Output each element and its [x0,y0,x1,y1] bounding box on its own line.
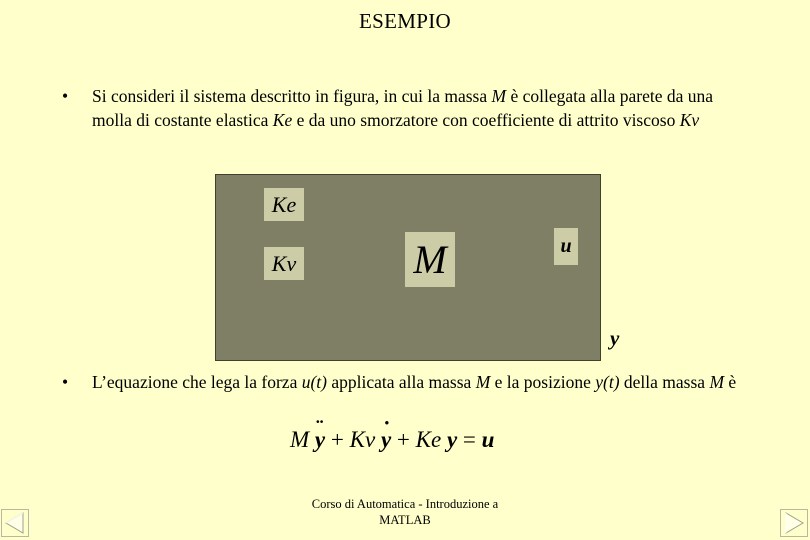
eq-u: u [481,427,495,452]
footer-line-2: MATLAB [379,513,431,527]
text-segment: e la posizione [490,372,596,392]
eq-mass: M [290,427,310,452]
bullet-equation-description [62,370,762,394]
text-segment: della massa [619,372,710,392]
text-segment: Si consideri il sistema descritto in figura, in cui la massa [92,86,492,106]
eq-plus: + [330,427,344,452]
text-segment: e da uno smorzatore con coefficiente di attrito viscoso [292,110,680,130]
eq-y: y [446,427,458,452]
slide-title: ESEMPIO [359,9,451,33]
bullet-text [92,370,762,394]
symbol-u: u(t) [301,372,327,392]
motion-equation [290,427,494,453]
text-segment: applicata alla massa [327,372,476,392]
eq-ke: Ke [415,427,442,452]
bullet-system-description [62,84,752,132]
triangle-left-icon [2,510,28,536]
symbol-mass: M [491,86,507,106]
symbol-mass: M [475,372,491,392]
next-slide-button[interactable] [780,509,808,537]
bullet-text [92,84,752,132]
mass-box: M [405,232,455,287]
eq-equals: = [462,427,476,452]
eq-y-dot: ˙ y [381,427,391,453]
symbol-ke: Ke [272,110,293,130]
triangle-right-icon [781,510,807,536]
previous-slide-button[interactable] [1,509,29,537]
bullet-symbol: • [62,372,69,392]
bullet-symbol: • [62,86,69,106]
spring-ke-box: Ke [264,188,304,221]
input-force-box: u [554,228,578,265]
eq-plus: + [396,427,410,452]
symbol-kv: Kv [679,110,700,130]
output-position-label: y [610,326,620,350]
symbol-y: y(t) [595,372,620,392]
text-segment: L’equazione che lega la forza [92,372,302,392]
symbol-mass: M [709,372,725,392]
system-figure [215,174,601,361]
footer-line-1: Corso di Automatica - Introduzione a [311,497,499,511]
slide-footer [295,496,515,528]
text-segment: è collegata alla parete da una molla di costante elastica [92,86,714,130]
eq-y-double-dot: ¨ y [315,427,325,453]
damper-kv-box: Kv [264,247,304,280]
eq-kv: Kv [349,427,376,452]
text-segment: è [724,372,737,392]
